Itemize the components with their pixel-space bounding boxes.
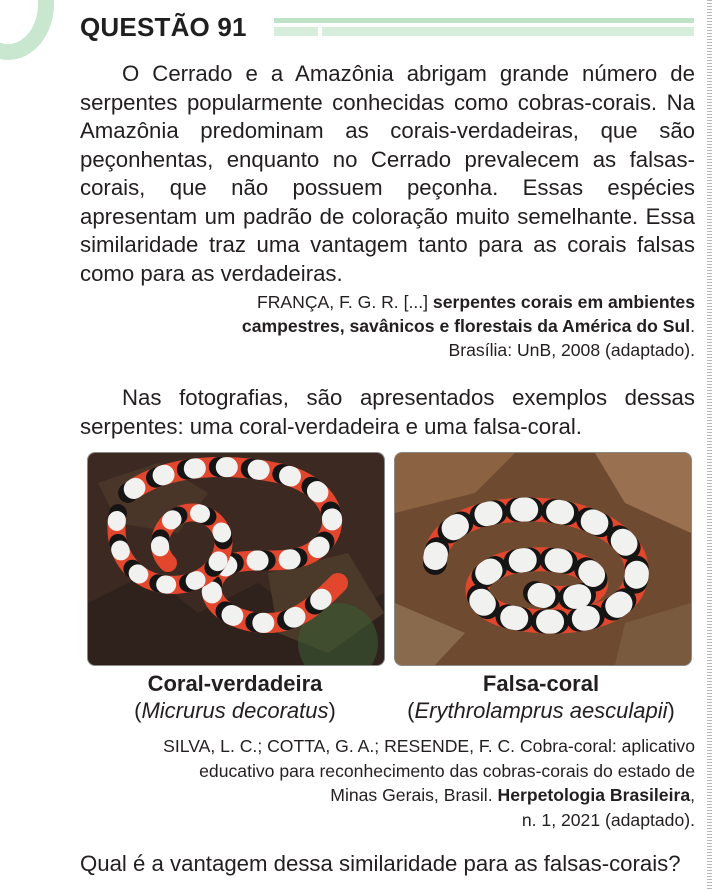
- corner-decoration: [0, 0, 54, 60]
- citation-silva-journal: Herpetologia Brasileira: [497, 785, 691, 805]
- caption-scientific-name: Erythrolamprus aesculapii: [414, 698, 668, 723]
- caption-falsa-coral: [381, 670, 701, 724]
- photo-coral-verdadeira: [87, 452, 385, 666]
- page-edge-rule: [707, 0, 712, 889]
- caption-common-name: Falsa-coral: [482, 671, 600, 696]
- citation-franca-publisher: Brasília: UnB, 2008 (adaptado).: [448, 340, 695, 360]
- citation-silva-line2: educativo para reconhecimento das cobras-corais do estado de: [199, 760, 695, 781]
- paragraph-photos: Nas fotografias, são apresentados exemplos dessas serpentes: uma coral-verdadeira e uma falsa-coral.: [80, 385, 695, 439]
- caption-coral-verdadeira: [75, 670, 395, 724]
- paragraph-intro: O Cerrado e a Amazônia abrigam grande número de serpentes popularmente conhecidas como cobras-corais. Na Amazônia predominam as corais-verdadeiras, que são peçonhentas, enquanto no Cerrado prevalecem as falsas-corais, que não possuem peçonha. Essas espécies apresentam um padrão de coloração muito semelhante. Essa similaridade traz uma vantagem tanto para as corais falsas como para as verdadeiras.: [80, 61, 695, 286]
- citation-franca-author: FRANÇA, F. G. R. [...]: [256, 292, 433, 312]
- caption-scientific-name-line: (Micrurus decoratus): [134, 698, 336, 723]
- question-number: QUESTÃO 91: [80, 12, 247, 42]
- citation-franca-period: .: [690, 316, 695, 336]
- question-header: [80, 12, 247, 43]
- citation-franca: [242, 290, 695, 362]
- citation-silva-comma: ,: [690, 785, 695, 805]
- title-decoration-bars: [274, 18, 714, 38]
- citation-silva: [163, 734, 695, 832]
- citation-franca-title-a: serpentes corais em ambientes: [432, 292, 695, 312]
- citation-silva-line4: n. 1, 2021 (adaptado).: [521, 809, 695, 830]
- caption-scientific-name-line: (Erythrolamprus aesculapii): [407, 698, 675, 723]
- caption-scientific-name: Micrurus decoratus: [141, 698, 329, 723]
- photo-falsa-coral: [394, 452, 692, 666]
- citation-silva-line1: SILVA, L. C.; COTTA, G. A.; RESENDE, F. C. Cobra-coral: aplicativo: [163, 736, 695, 756]
- citation-franca-title-b: campestres, savânicos e florestais da América do Sul: [241, 316, 691, 336]
- citation-silva-place: Minas Gerais, Brasil.: [330, 785, 498, 805]
- question-prompt: Qual é a vantagem dessa similaridade para as falsas-corais?: [80, 851, 681, 876]
- caption-common-name: Coral-verdadeira: [147, 671, 323, 696]
